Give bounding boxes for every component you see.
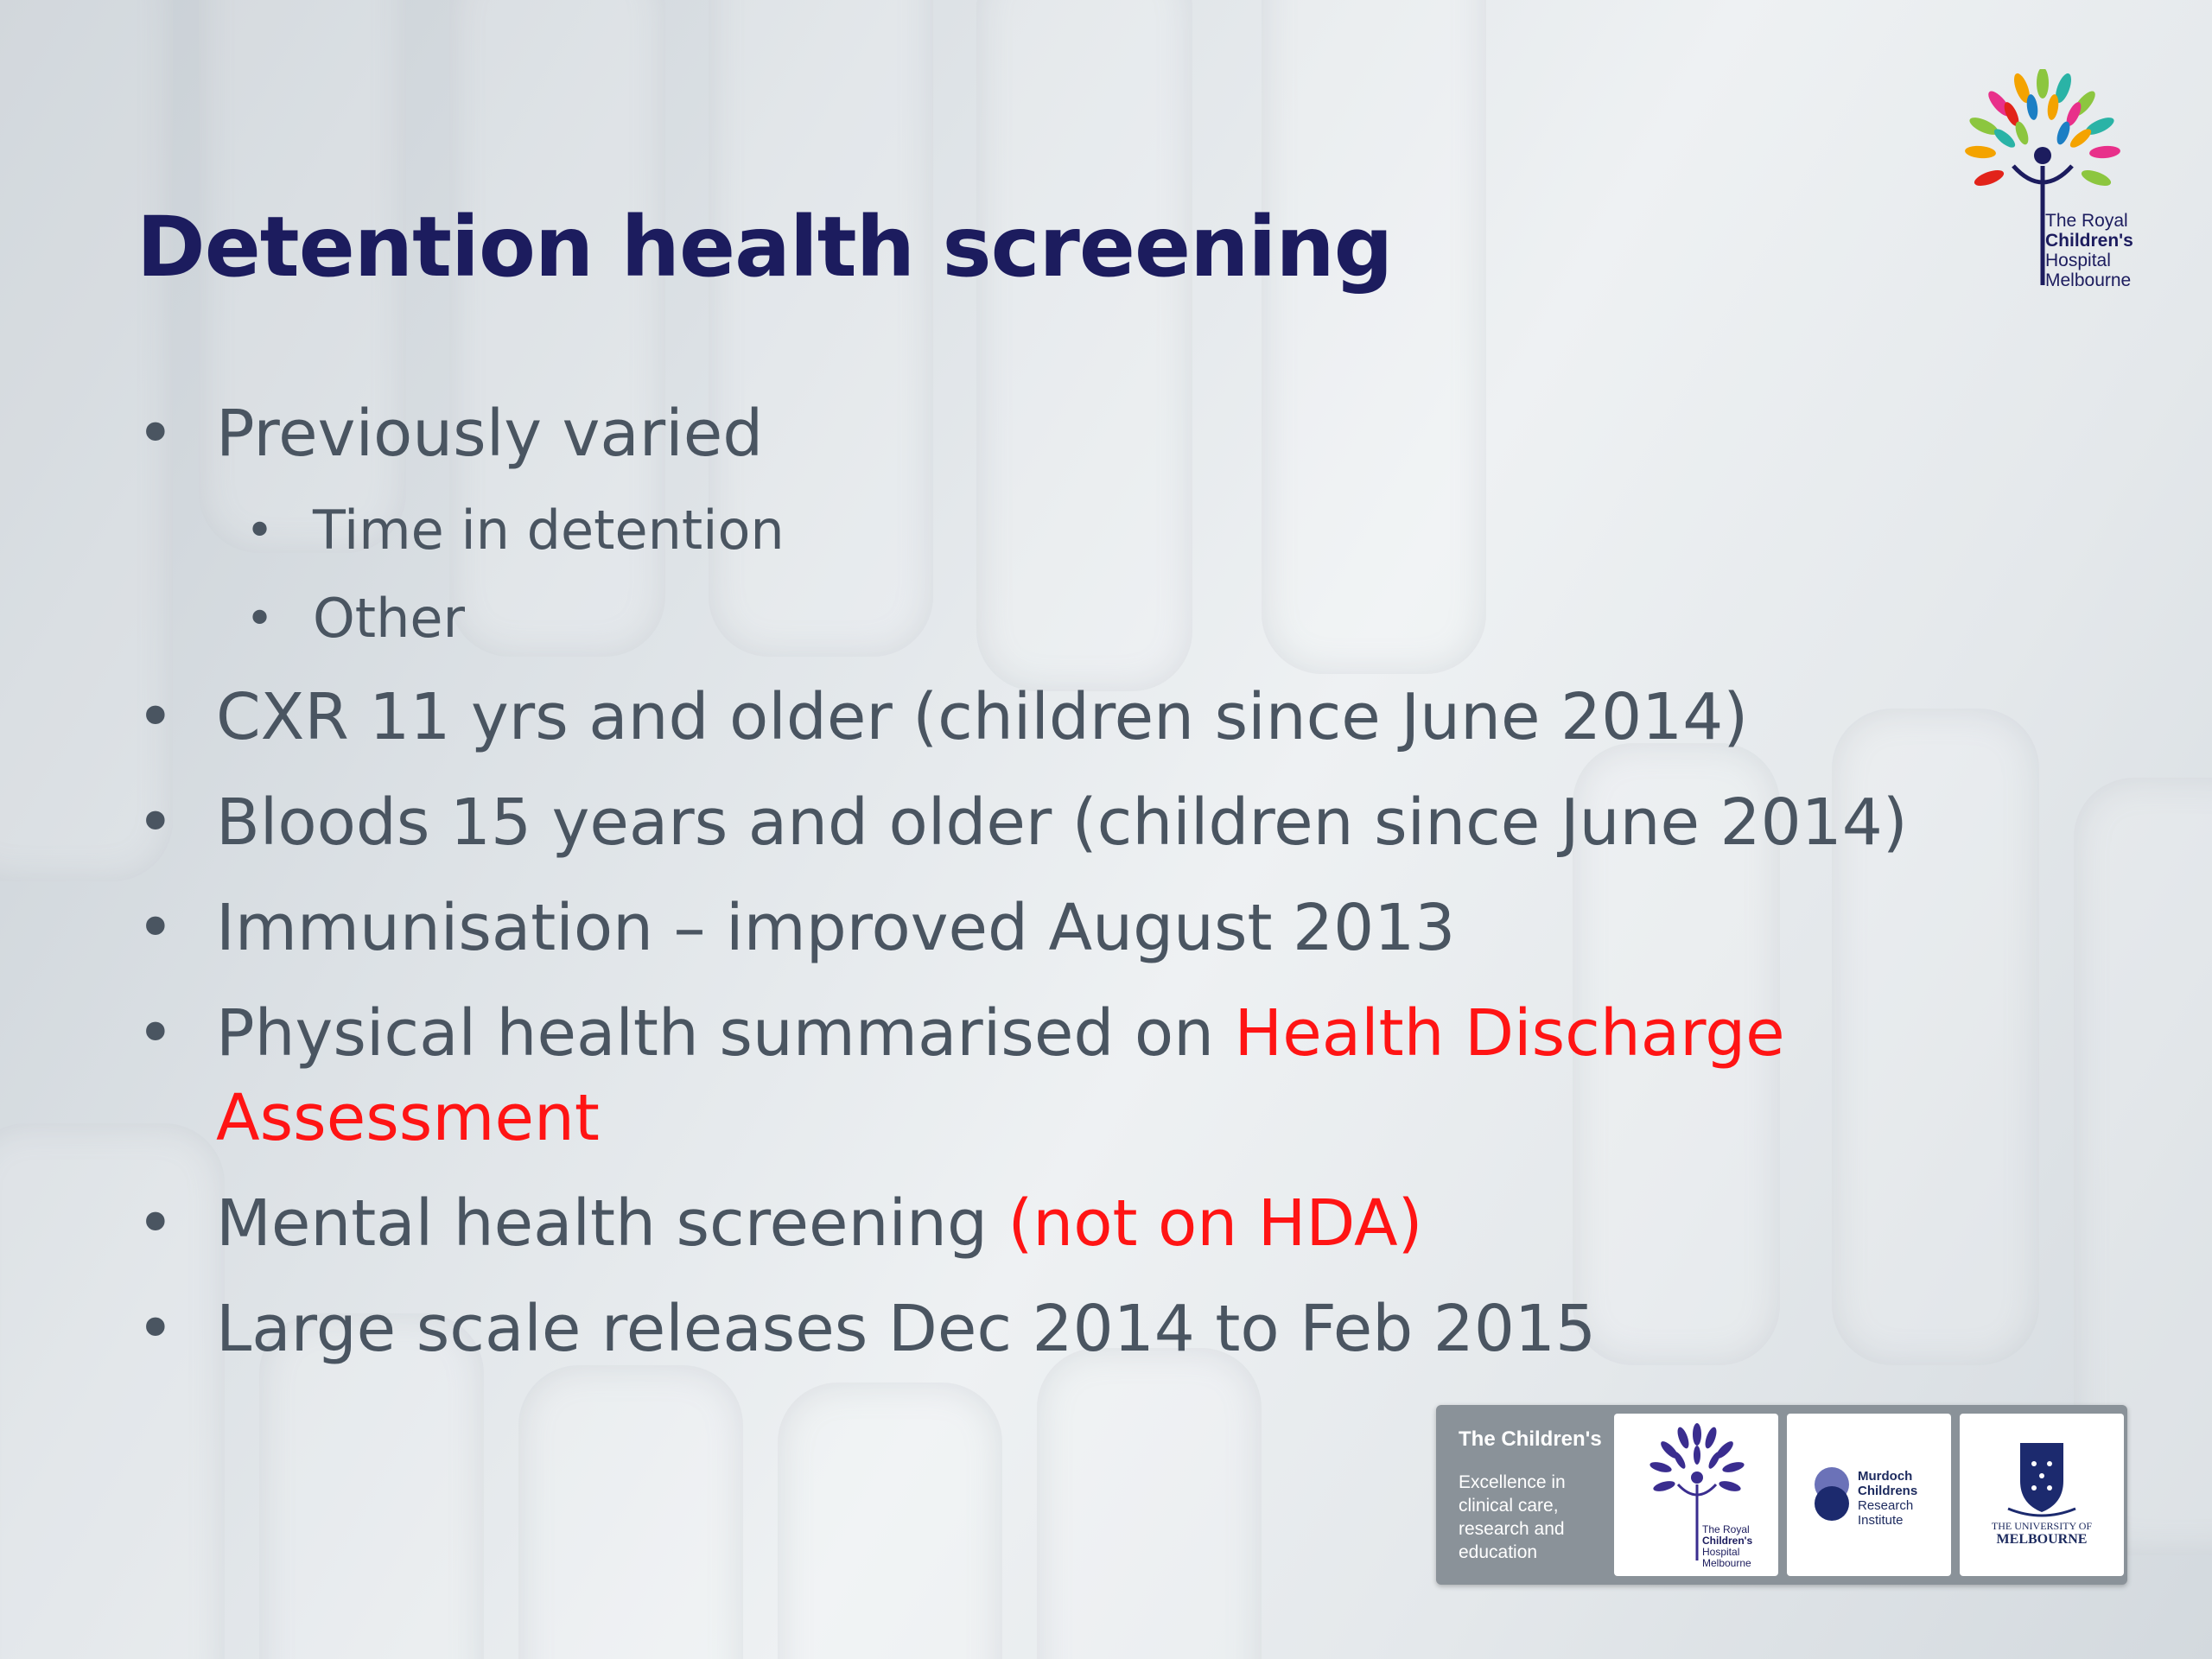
rch-logo-text: The Royal Children's Hospital Melbourne	[2045, 211, 2133, 290]
bullet-continuation	[216, 1081, 600, 1155]
bullet-highlight: Health Discharge	[1234, 996, 1785, 1071]
bullet-text: Previously varied	[216, 397, 764, 471]
bullet-item	[137, 1292, 1597, 1366]
bullet-item	[137, 680, 1749, 754]
bullet-marker: •	[245, 591, 275, 647]
background-shape	[0, 1123, 225, 1659]
campus-tagline: The Children's Excellence in clinical care, research and education	[1459, 1427, 1602, 1562]
background-shape	[976, 0, 1192, 691]
university-crest-icon	[1960, 1414, 2124, 1576]
slide-title: Detention health screening	[137, 199, 1393, 296]
uom-partner-panel	[1960, 1414, 2124, 1576]
background-shape	[1037, 1348, 1262, 1659]
mcri-partner-panel	[1787, 1414, 1951, 1576]
uom-text: THE UNIVERSITY OF MELBOURNE	[1991, 1520, 2093, 1547]
bullet-text: CXR 11 yrs and older (children since June 2014)	[216, 680, 1749, 754]
bullet-item	[137, 397, 764, 471]
bullet-text: Immunisation – improved August 2013	[216, 891, 1456, 965]
bullet-text: Physical health summarised on	[216, 996, 1235, 1071]
bullet-text: Bloods 15 years and older (children since June 2014)	[216, 785, 1908, 860]
sub-bullet-item	[245, 587, 466, 650]
bullet-text: Other	[313, 587, 466, 650]
background-shape	[778, 1382, 1002, 1659]
bullet-highlight: (not on HDA)	[1007, 1186, 1423, 1261]
sub-bullet-item	[245, 499, 785, 562]
bullet-text: Time in detention	[313, 499, 785, 562]
partner-logos-banner	[1436, 1405, 2127, 1585]
bullet-marker: •	[137, 1186, 175, 1261]
bullet-item	[137, 785, 1908, 860]
bullet-marker: •	[137, 680, 175, 754]
background-shape	[518, 1365, 743, 1659]
bullet-marker: •	[137, 1292, 175, 1366]
rch-partner-text: The Royal Children's Hospital Melbourne	[1702, 1523, 1753, 1569]
rch-tree-small-icon	[1614, 1414, 1778, 1576]
bullet-item	[137, 891, 1456, 965]
bullet-marker: •	[137, 785, 175, 860]
bullet-highlight: Assessment	[216, 1081, 600, 1155]
background-shape	[1262, 0, 1486, 674]
rch-partner-panel	[1614, 1414, 1778, 1576]
bullet-item	[137, 1186, 1423, 1261]
bullet-item	[137, 996, 1785, 1071]
bullet-text: Large scale releases Dec 2014 to Feb 2015	[216, 1292, 1597, 1366]
bullet-marker: •	[245, 503, 275, 559]
bullet-marker: •	[137, 891, 175, 965]
bullet-marker: •	[137, 996, 175, 1071]
bullet-marker: •	[137, 397, 175, 471]
bullet-text: Mental health screening	[216, 1186, 1008, 1261]
mcri-text: Murdoch Childrens Research Institute	[1858, 1469, 1918, 1528]
